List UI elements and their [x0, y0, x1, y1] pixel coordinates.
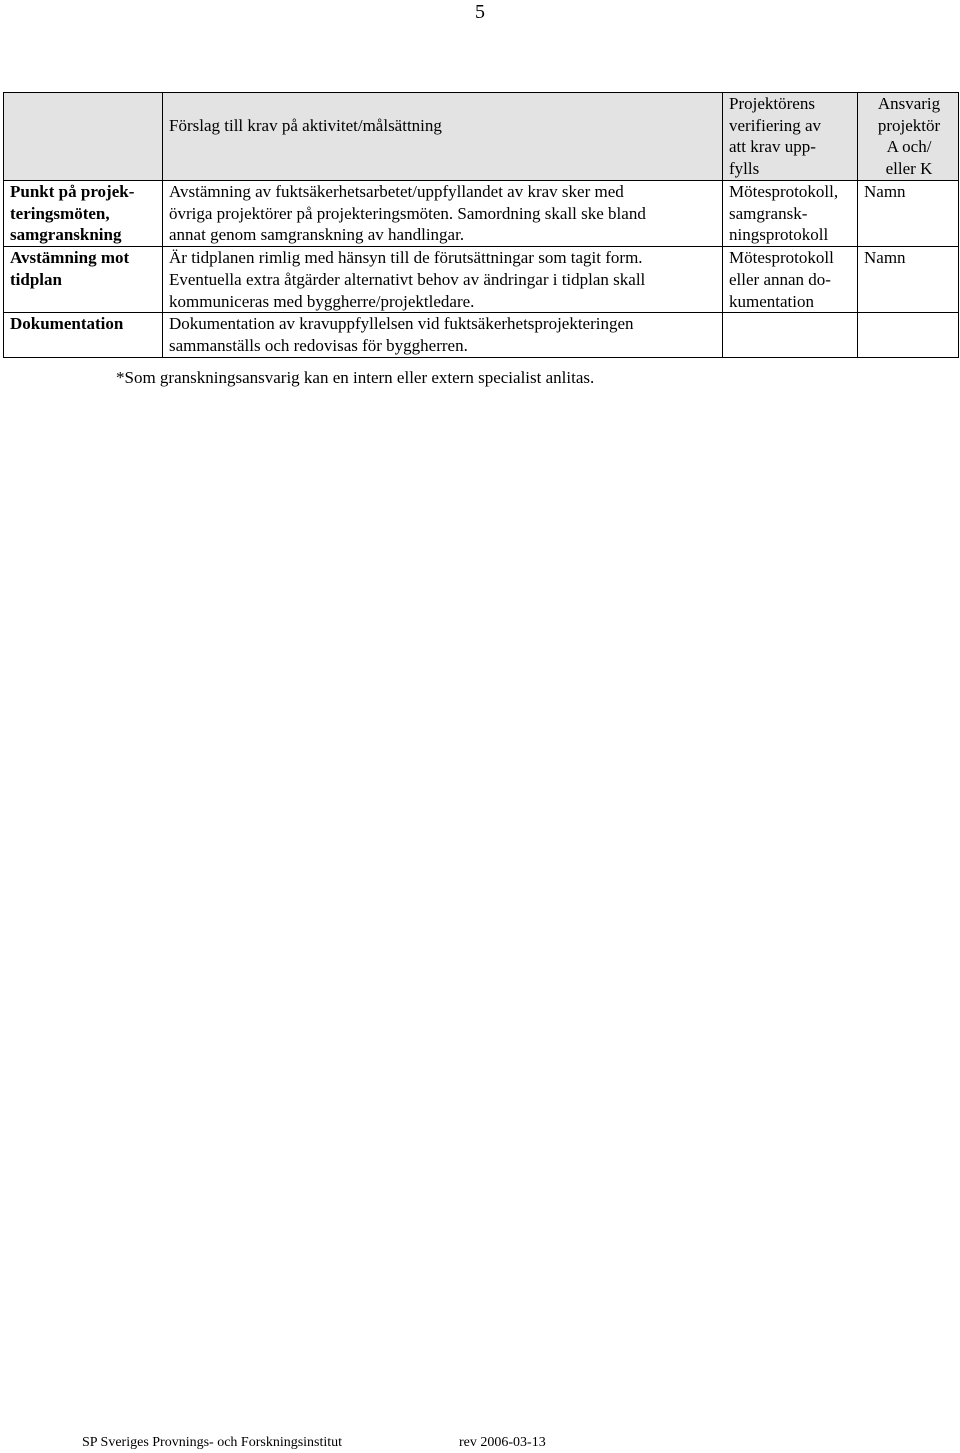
row-punkt: Dokumentation [4, 313, 163, 357]
footnote: *Som granskningsansvarig kan en intern eller extern specialist anlitas. [116, 368, 595, 387]
page-number: 5 [475, 1, 485, 23]
table-row [4, 313, 959, 357]
footer-revision: rev 2006-03-13 [459, 1435, 546, 1450]
table-header-row [4, 93, 959, 181]
row-ansvarig: Namn [858, 181, 959, 247]
table-row [4, 181, 959, 247]
row-krav: Dokumentation av kravuppfyllelsen vid fuktsäkerhetsprojekteringen sammanställs och redovisas för byggherren. [163, 313, 723, 357]
table-row [4, 247, 959, 313]
row-punkt: Avstämning mot tidplan [4, 247, 163, 313]
row-ansvarig [858, 313, 959, 357]
row-verifiering: Mötesprotokoll eller annan do- kumentation [723, 247, 858, 313]
header-punkt [4, 93, 163, 181]
row-verifiering [723, 313, 858, 357]
row-krav: Är tidplanen rimlig med hänsyn till de förutsättningar som tagit form. Eventuella extra åtgärder alternativt behov av ändringar i tidplan skall kommuniceras med byggherre/projektledare. [163, 247, 723, 313]
header-forslag: Förslag till krav på aktivitet/målsättning [163, 93, 723, 181]
row-verifiering: Mötesprotokoll, samgransk- ningsprotokoll [723, 181, 858, 247]
requirements-table [3, 92, 959, 358]
header-verifiering: Projektörens verifiering av att krav upp- fylls [723, 93, 858, 181]
row-ansvarig: Namn [858, 247, 959, 313]
footer-institute: SP Sveriges Provnings- och Forskningsinstitut [82, 1435, 343, 1450]
header-ansvarig: Ansvarig projektör A och/ eller K [858, 93, 959, 181]
row-punkt: Punkt på projek- teringsmöten, samgranskning [4, 181, 163, 247]
page-footer [82, 1434, 546, 1452]
row-krav: Avstämning av fuktsäkerhetsarbetet/uppfyllandet av krav sker med övriga projektörer på projekteringsmöten. Samordning skall ske bland annat genom samgranskning av handlingar. [163, 181, 723, 247]
